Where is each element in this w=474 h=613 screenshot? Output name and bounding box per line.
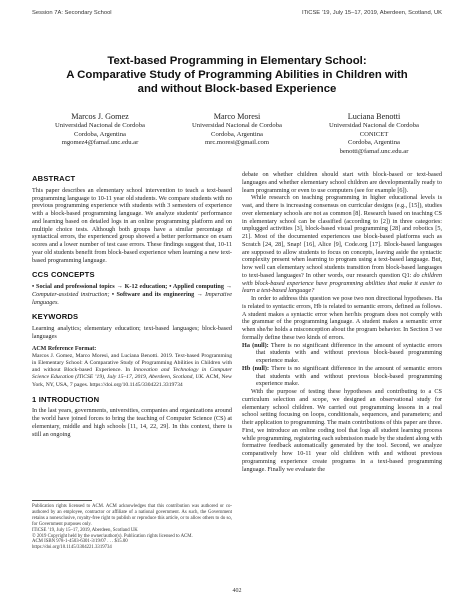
intro-heading: 1 INTRODUCTION [32, 394, 100, 404]
reference-venue: Innovation and Technology in Computer Science Education (ITiCSE ’19), July 15–17, 2019, Aberdeen, Scotland, UK. [32, 367, 232, 381]
footnote-block [32, 494, 232, 551]
author-block [32, 112, 442, 156]
hypothesis-label: Hb (null): [242, 364, 270, 372]
paragraph-text: While research on teaching programming in higher educational levels is vast, and there is increasing consensus on curricular designs (e.g., [15]), studies over elementary schools are not as common [8]. Research based on teaching CS in elementary school can be classified (according to [2]) in three categories: unplugged activities [3], block-based visual programming [28] and robotics [5, 21]. Most of the documented experiences use block-based platforms such as Scratch [24, 28], Snap! [16], Alice [9], Code.org [17]. Block-based languages are supposed to allow students to focus on concepts, leaving aside the syntactic complexity present when learning to program using a text-based language. But, how well can elementary school students transition from block-based languages to text-based languages? In other words, our research question Q1: [242, 194, 442, 279]
doi-link[interactable]: https://doi.org/10.1145/3304221.3319734 [32, 545, 112, 551]
paragraph: In order to address this question we pose two non directional hypotheses. Ha is related to syntactic errors, Hb is related to semantic errors, defined as follows. A student makes a syntactic error when her/his program does not comply with the grammar of the programming language. A student makes a semantic error when she/he holds a misconception about the program behavior. In Section 3 we formally define these two kinds of errors. [242, 295, 442, 341]
right-column [242, 171, 442, 473]
research-question: do children with block-based experience have programming abilities that make it easier to learn a text-based language? [242, 271, 443, 295]
author-location: Cordoba, Argentina [74, 130, 126, 138]
author-1 [32, 112, 168, 156]
intro-text: In the last years, governments, universities, companies and organizations around the world have joined forces to bring the teaching of Computer Science (CS) at elementary, middle and high schools [11, 14, 22, 29]. In this context, there is still an ongoing [32, 407, 232, 438]
author-name: Marco Moresi [213, 112, 261, 121]
reference-heading: ACM Reference Format: [32, 345, 97, 352]
header-conference: ITiCSE ’19, July 15–17, 2019, Aberdeen, Scotland, UK [302, 10, 442, 16]
ccs-concept: • Software and its engineering [109, 290, 195, 298]
conference-line: ITiCSE ’19, July 15–17, 2019, Aberdeen, Scotland UK [32, 527, 138, 533]
reference-doi[interactable]: ACM, New York, NY, USA, 7 pages. https://doi.org/10.1145/3304221.3319734 [32, 374, 232, 388]
header-session: Session 7A: Secondary School [32, 10, 112, 16]
reference-text: Marcos J. Gomez, Marco Moresi, and Luciana Benotti. 2019. Text-based Programming in Elementary School: A Comparative Study of Programming Abilities in Children with and without Block-based Experience. In [32, 352, 232, 374]
paragraph [242, 194, 442, 295]
ccs-subconcept: → Computer-assisted instruction; [32, 283, 232, 298]
hypothesis-a [242, 342, 442, 365]
author-affiliation-2: CONICET [359, 130, 389, 138]
author-email[interactable]: benotti@famaf.unc.edu.ar [339, 147, 409, 155]
hypothesis-b [242, 365, 442, 388]
ccs-subconcept: → Imperative languages. [32, 290, 232, 306]
hypothesis-text: There is no significant difference in the amount of semantic errors that students with and without previous block-based programming experience make. [256, 364, 442, 388]
footnote-rule [32, 500, 92, 501]
author-affiliation: Universidad Nacional de Cordoba [192, 122, 282, 129]
author-affiliation: Universidad Nacional de Cordoba [55, 122, 145, 129]
hypothesis-label: Ha (null): [242, 341, 269, 349]
copyright-line: © 2019 Copyright held by the owner/author(s). Publication rights licensed to ACM. [32, 533, 193, 539]
ccs-text [32, 283, 232, 306]
title-line: and without Block-based Experience [137, 83, 337, 96]
author-name: Marcos J. Gomez [71, 112, 129, 121]
paragraph: debate on whether children should start with block-based or text-based languages and whether elementary school children are developmentally ready to learn programming or even to use computers (see for example [6]). [242, 171, 442, 194]
left-column [32, 170, 232, 438]
acm-reference [32, 346, 232, 389]
author-3 [306, 112, 442, 156]
keywords-heading: KEYWORDS [32, 312, 79, 322]
rights-notice: Publication rights licensed to ACM. ACM acknowledges that this contribution was authored or co-authored by an employee, contractor or affiliate of a national government. As such, the Government retains a nonexclusive, royalty-free right to publish or reproduce this article, or to allow others to do so, for Government purposes only. [32, 504, 232, 527]
author-email[interactable]: mrc.moresi@gmail.com [205, 139, 269, 147]
ccs-heading: CCS CONCEPTS [32, 270, 95, 280]
ccs-concept: • Applied computing [167, 283, 224, 290]
author-location: Cordoba, Argentina [348, 139, 400, 147]
isbn-line: ACM ISBN 978-1-4503-6301-3/19/07 . . . $15.00 [32, 539, 128, 545]
author-name: Luciana Benotti [347, 112, 401, 121]
hypothesis-text: There is no significant difference in the amount of syntactic errors that students with and without previous block-based programming experience make. [256, 341, 442, 364]
author-location: Cordoba, Argentina [211, 130, 263, 138]
author-email[interactable]: mgomez4@famaf.unc.edu.ar [61, 139, 139, 147]
ccs-concept: • Social and professional topics → K-12 education; [32, 283, 168, 290]
title-line: Text-based Programming in Elementary School: [107, 55, 367, 67]
abstract-heading: ABSTRACT [32, 174, 76, 183]
abstract-text: This paper describes an elementary school intervention to teach a text-based programming language to 10-11 year old students. We compare students with no previous programming experience with students with 3 semesters of experience with a block-based programming language. We analyze students' performance and learning based on detailed logs in an online programming platform and on multiple choice tests. Although both groups have a similar percentage of syntactical errors, the experienced group showed a better performance on exam scores and a lower number of test case errors. These findings suggest that, 10-11 year old students benefit from block-based experience when learning a new text-based programming language. [32, 186, 232, 264]
page-number: 402 [232, 588, 242, 594]
running-header [32, 10, 442, 16]
title-line: A Comparative Study of Programming Abilities in Children with [66, 69, 408, 82]
keywords-text: Learning analytics; elementary education; text-based languages; block-based languages [32, 325, 232, 340]
paper-title [40, 54, 434, 97]
author-2 [169, 112, 305, 156]
author-affiliation: Universidad Nacional de Cordoba [329, 122, 419, 129]
paragraph: With the purpose of testing these hypotheses and contributing to a CS curriculum selection and scope, we designed an observational study for elementary school children. We carried out programming lessons in a real school setting focusing on loops, conditionals, sequences, and parameters; and their application to programming. The main contributions of this paper are three. First, we introduce an online coding tool that logs all student learning process while programming, registering each submission made by the student along with formative feedback automatically generated by the tool. Second, we analyze comparatively how 10-11 year old children with and without previous programming experience create programs in a text-based programming language. Finally we evaluate the [242, 388, 442, 473]
